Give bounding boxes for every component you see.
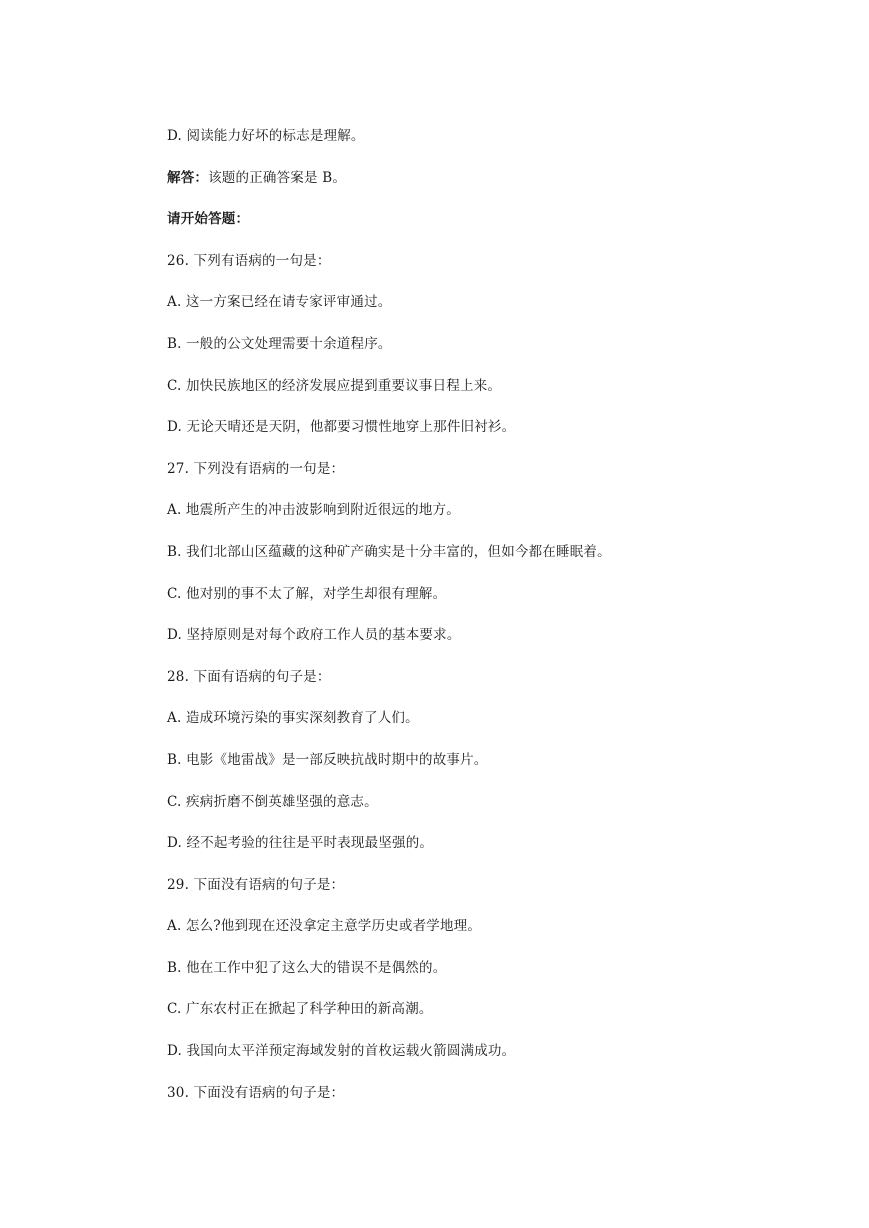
question-29-option-a: A. 怎么?他到现在还没拿定主意学历史或者学地理。 (167, 918, 482, 935)
question-29-option-c: C. 广东农村正在掀起了科学种田的新高潮。 (167, 1001, 433, 1018)
question-27-option-d: D. 坚持原则是对每个政府工作人员的基本要求。 (167, 627, 461, 644)
question-26-option-b: B. 一般的公文处理需要十余道程序。 (167, 335, 392, 352)
question-29-option-b: B. 他在工作中犯了这么大的错误不是偶然的。 (167, 959, 447, 976)
question-28-option-d: D. 经不起考验的往往是平时表现最坚强的。 (167, 835, 434, 852)
question-27-option-b: B. 我们北部山区蕴藏的这种矿产确实是十分丰富的，但如今都在睡眠着。 (167, 543, 611, 560)
answer-text: 该题的正确答案是 B。 (208, 169, 347, 186)
document-body (167, 126, 787, 1124)
question-27-option-a: A. 地震所产生的冲击波影响到附近很远的地方。 (167, 502, 460, 519)
question-30-stem: 30. 下面没有语病的句子是： (167, 1084, 345, 1101)
question-28-option-c: C. 疾病折磨不倒英雄坚强的意志。 (167, 793, 378, 810)
question-29-option-d: D. 我国向太平洋预定海域发射的首枚运载火箭圆满成功。 (167, 1043, 516, 1060)
start-prompt: 请开始答题： (167, 211, 250, 228)
question-27-option-c: C. 他对别的事不太了解，对学生却很有理解。 (167, 585, 447, 602)
answer-label: 解答： (167, 169, 209, 186)
question-26-option-a: A. 这一方案已经在请专家评审通过。 (167, 294, 392, 311)
question-28-option-b: B. 电影《地雷战》是一部反映抗战时期中的故事片。 (167, 751, 488, 768)
question-26-option-c: C. 加快民族地区的经济发展应提到重要议事日程上来。 (167, 377, 502, 394)
question-28-stem: 28. 下面有语病的句子是： (167, 668, 331, 685)
question-26-stem: 26. 下列有语病的一句是： (167, 252, 331, 269)
previous-option-d: D. 阅读能力好坏的标志是理解。 (167, 128, 365, 144)
answer-line (167, 168, 787, 188)
question-29-stem: 29. 下面没有语病的句子是： (167, 876, 345, 893)
question-26-option-d: D. 无论天晴还是天阴，他都要习惯性地穿上那件旧衬衫。 (167, 419, 516, 436)
question-28-option-a: A. 造成环境污染的事实深刻教育了人们。 (167, 710, 419, 727)
question-27-stem: 27. 下列没有语病的一句是： (167, 460, 345, 477)
